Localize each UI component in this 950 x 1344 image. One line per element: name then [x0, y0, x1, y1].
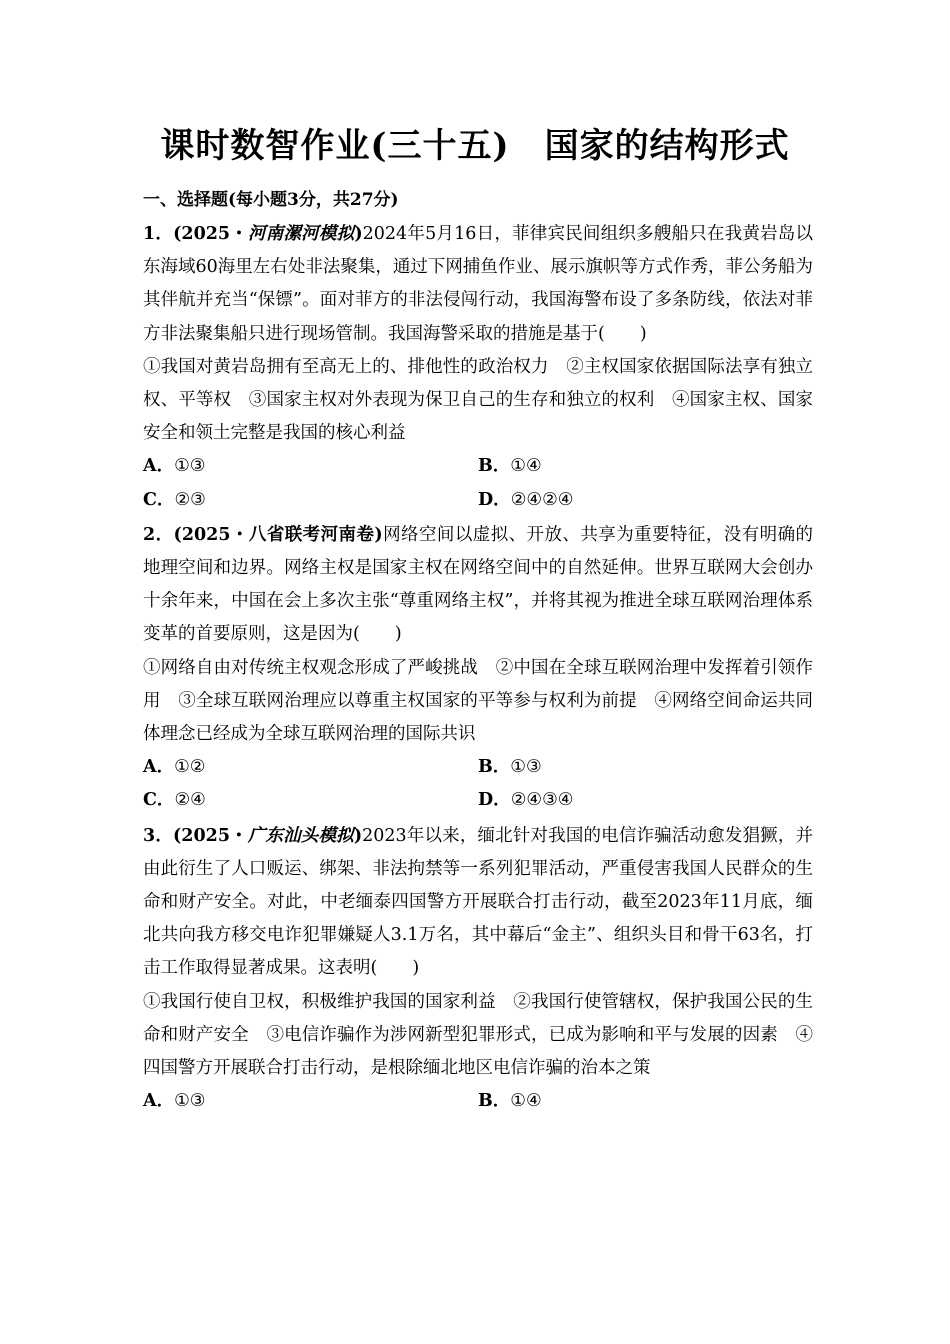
option-text: ②④③④ [510, 790, 574, 811]
option-c[interactable] [143, 784, 478, 817]
option-a[interactable] [143, 450, 478, 483]
option-b[interactable] [478, 1085, 813, 1118]
option-text: ①④ [510, 456, 542, 477]
option-letter: C． [143, 790, 175, 811]
question-number: 1． [143, 224, 174, 244]
question-number: 2． [143, 524, 174, 545]
option-letter: A． [143, 456, 175, 477]
question-statements: ①我国对黄岩岛拥有至高无上的、排他性的政治权力 ②主权国家依据国际法享有独立权、平等权 ③国家主权对外表现为保卫自己的生存和独立的权利 ④国家主权、国家安全和领土完整是我国的核心利益 [143, 356, 813, 444]
option-letter: B． [478, 456, 511, 477]
option-text: ①④ [510, 1091, 542, 1112]
question-stem [143, 519, 813, 652]
question-source-region: 河南漯河模拟 [248, 224, 355, 244]
option-c[interactable] [143, 484, 478, 517]
answer-options [143, 751, 813, 817]
question-text: 2024年5月16日，菲律宾民间组织多艘船只在我黄岩岛以东海域60海里左右处非法聚集，通过下网捕鱼作业、展示旗帜等方式作秀，菲公务船为其伴航并充当“保镖”。面对菲方的非法侵闯行动，我国海警布设了多条防线，依法对菲方非法聚集船只进行现场管制。我国海警采取的措施是基于( ) [143, 224, 813, 344]
question-3 [143, 820, 813, 1119]
option-text: ②④②④ [510, 489, 574, 510]
option-letter: A． [143, 1091, 175, 1112]
section-heading: 一、选择题(每小题3分，共27分) [143, 190, 399, 210]
question-text: 2023年以来，缅北针对我国的电信诈骗活动愈发猖獗，并由此衍生了人口贩运、绑架、非法拘禁等一系列犯罪活动，严重侵害我国人民群众的生命和财产安全。对此，中老缅泰四国警方开展联合打击行动，截至2023年11月底，缅北共向我方移交电诈犯罪嫌疑人3.1万名，其中幕后“金主”、组织头目和骨干63名，打击工作取得显著成果。这表明( ) [143, 825, 813, 979]
option-a[interactable] [143, 751, 478, 784]
option-b[interactable] [478, 450, 813, 483]
option-d[interactable] [478, 784, 813, 817]
question-source-suffix: ) [354, 224, 363, 244]
option-text: ②④ [174, 790, 206, 811]
document-body [143, 185, 813, 1118]
question-number: 3． [143, 825, 174, 846]
option-text: ①③ [174, 456, 206, 477]
page-title: 课时数智作业(三十五) 国家的结构形式 [160, 126, 790, 166]
option-text: ①③ [174, 1091, 206, 1112]
option-text: ①③ [510, 757, 542, 778]
question-2 [143, 519, 813, 818]
option-text: ②③ [174, 489, 206, 510]
option-d[interactable] [478, 484, 813, 517]
question-source-prefix: (2025・ [173, 224, 249, 244]
question-statements: ①我国行使自卫权，积极维护我国的国家利益 ②我国行使管辖权，保护我国公民的生命和财产安全 ③电信诈骗作为涉网新型犯罪形式，已成为影响和平与发展的因素 ④四国警方开展联合打击行动，是根除缅北地区电信诈骗的治本之策 [143, 991, 813, 1079]
answer-options [143, 450, 813, 516]
option-text: ①② [174, 757, 206, 778]
option-letter: C． [143, 489, 175, 510]
question-statements: ①网络自由对传统主权观念形成了严峻挑战 ②中国在全球互联网治理中发挥着引领作用 ③全球互联网治理应以尊重主权国家的平等参与权利为前提 ④网络空间命运共同体理念已经成为全球互联网治理的国际共识 [143, 657, 813, 745]
answer-options [143, 1085, 813, 1118]
question-stem [143, 218, 813, 351]
option-letter: D． [478, 489, 511, 510]
option-letter: D． [478, 790, 511, 811]
question-source-prefix: (2025・ [173, 825, 248, 846]
option-b[interactable] [478, 751, 813, 784]
question-source-suffix: ) [353, 825, 363, 846]
question-source-region: 广东汕头模拟 [247, 825, 354, 846]
question-source-prefix: (2025・八省联考河南卷) [173, 524, 383, 545]
question-1 [143, 218, 813, 517]
option-letter: B． [478, 1091, 511, 1112]
question-stem [143, 820, 813, 986]
question-text: 网络空间以虚拟、开放、共享为重要特征，没有明确的地理空间和边界。网络主权是国家主权在网络空间中的自然延伸。世界互联网大会创办十余年来，中国在会上多次主张“尊重网络主权”，并将其视为推进全球互联网治理体系变革的首要原则，这是因为( ) [143, 524, 814, 645]
option-a[interactable] [143, 1085, 478, 1118]
option-letter: A． [143, 757, 175, 778]
option-letter: B． [478, 757, 511, 778]
